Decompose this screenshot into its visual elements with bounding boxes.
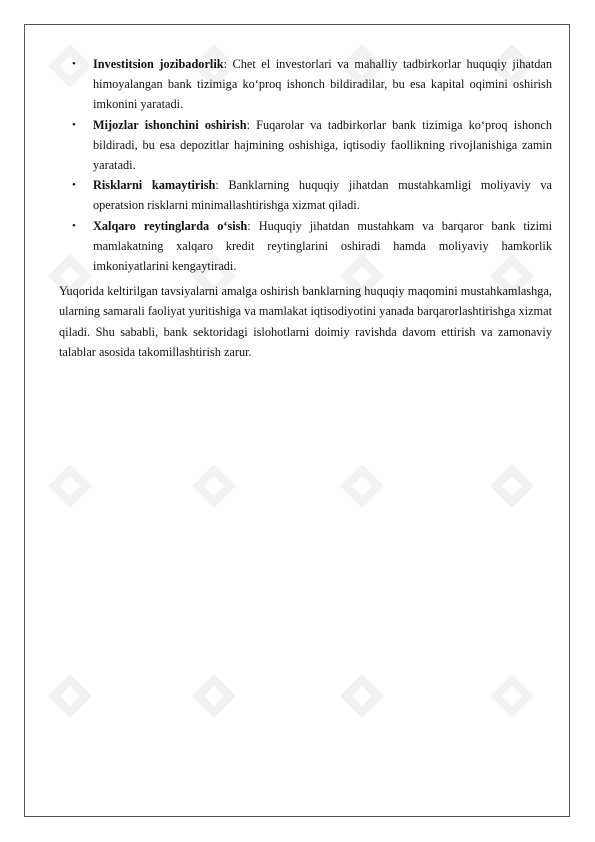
watermark-icon — [336, 670, 388, 722]
bullet-term: Mijozlar ishonchini oshirish — [93, 117, 247, 132]
watermark-icon — [188, 670, 240, 722]
bullet-icon: • — [72, 179, 76, 192]
list-item — [59, 54, 552, 115]
watermark-icon — [486, 460, 538, 512]
watermark-icon — [44, 670, 96, 722]
watermark-icon — [44, 460, 96, 512]
bullet-text: : Fuqarolar va tadbirkorlar bank tizimiga ko‘proq ishonch bildiradi, bu esa depozitlar hajmining oshishiga, iqtisodiy faollikning rivojlanishiga zamin yaratadi. — [93, 117, 553, 173]
conclusion-paragraph: Yuqorida keltirilgan tavsiyalarni amalga oshirish banklarning huquqiy maqomini mustahkamlashga, ularning samarali faoliyat yuritishiga va mamlakat iqtisodiyotini yanada barqarorlashtirishga xizmat qiladi. Shu sababli, bank sektoridagi islohotlarni doimiy ravishda davom ettirish va zamonaviy talablar asosida takomillashtirish zarur. — [59, 284, 552, 359]
list-item — [59, 175, 552, 215]
watermark-icon — [188, 460, 240, 512]
bullet-icon: • — [72, 118, 76, 131]
bullet-term: Xalqaro reytinglarda o‘sish — [93, 218, 248, 233]
bullet-text: : Chet el investorlari va mahalliy tadbirkorlar huquqiy jihatdan himoyalangan bank tizimiga ko‘proq ishonch bildiradilar, bu esa kapital oqimini oshirish imkonini yaratadi. — [93, 57, 552, 112]
bullet-icon: • — [72, 219, 76, 232]
bullet-text: : Banklarning huquqiy jihatdan mustahkamligi moliyaviy va operatsion risklarni minimallashtirishga xizmat qiladi. — [93, 178, 552, 213]
bullet-list — [59, 54, 552, 276]
bullet-term: Investitsion jozibadorlik — [93, 57, 224, 71]
list-item — [59, 216, 552, 277]
document-body — [59, 54, 552, 362]
bullet-icon: • — [72, 58, 76, 70]
watermark-icon — [486, 670, 538, 722]
bullet-term: Risklarni kamaytirish — [93, 178, 216, 193]
list-item — [59, 115, 552, 176]
bullet-text: : Huquqiy jihatdan mustahkam va barqaror bank tizimi mamlakatning xalqaro kredit reytinglarini oshiradi hamda moliyaviy hamkorlik imkoniyatlarini kengaytiradi. — [93, 218, 553, 274]
watermark-icon — [336, 460, 388, 512]
